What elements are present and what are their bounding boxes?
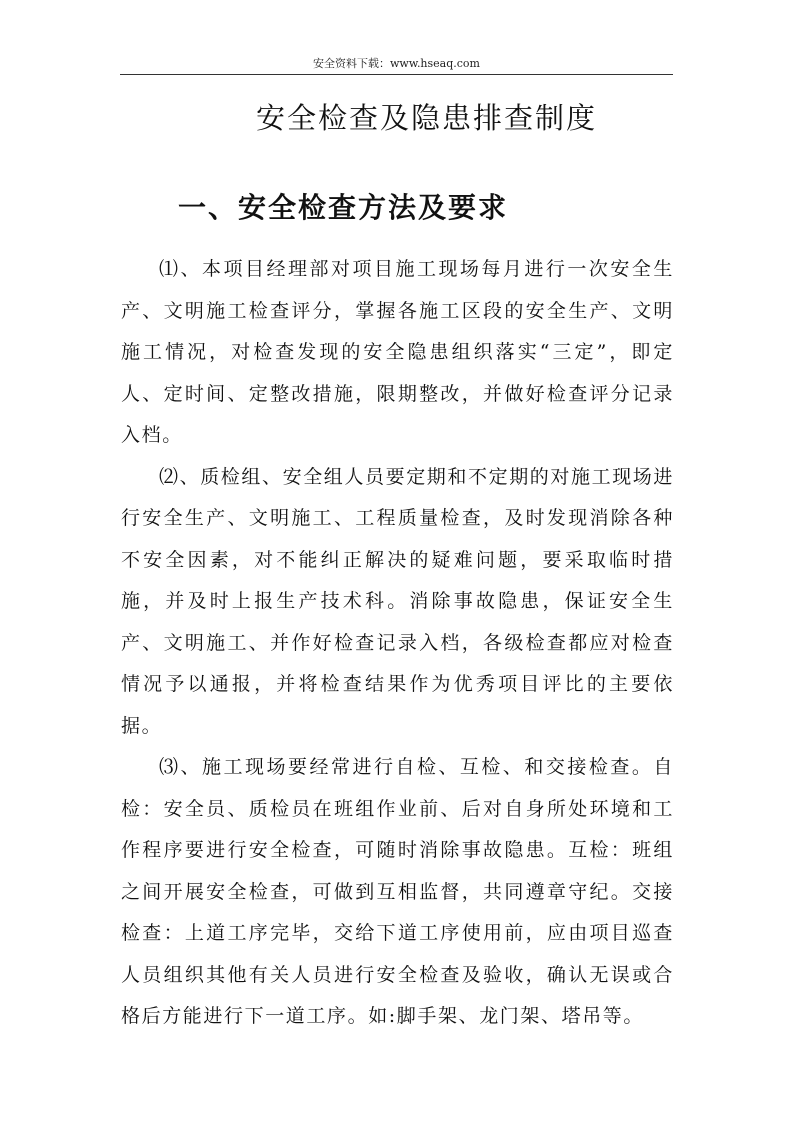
- paragraph-2: ⑵、质检组、安全组人员要定期和不定期的对施工现场进行安全生产、文明施工、工程质量检查，及时发现消除各种不安全因素，对不能纠正解决的疑难问题，要采取临时措施，并及时上报生产技术科。消除事故隐患，保证安全生产、文明施工、并作好检查记录入档，各级检查都应对检查情况予以通报，并将检查结果作为优秀项目评比的主要依据。: [121, 465, 675, 737]
- section-heading: 一、安全检查方法及要求: [178, 191, 509, 224]
- header-divider: [120, 74, 673, 75]
- page-header: 安全资料下载：www.hseaq.com: [313, 57, 480, 70]
- document-title: 安全检查及隐患排查制度: [255, 101, 597, 135]
- paragraph-3: ⑶、施工现场要经常进行自检、互检、和交接检查。自检：安全员、质检员在班组作业前、后对自身所处环境和工作程序要进行安全检查，可随时消除事故隐患。互检：班组之间开展安全检查，可做到互相监督，共同遵章守纪。交接检查：上道工序完毕，交给下道工序使用前，应由项目巡查人员组织其他有关人员进行安全检查及验收，确认无误或合格后方能进行下一道工序。如:脚手架、龙门架、塔吊等。: [121, 756, 674, 1027]
- paragraph-1: ⑴、本项目经理部对项目施工现场每月进行一次安全生产、文明施工检查评分，掌握各施工区段的安全生产、文明施工情况，对检查发现的安全隐患组织落实“三定”，即定人、定时间、定整改措施，限期整改，并做好检查评分记录入档。: [121, 258, 674, 446]
- document-body: [121, 249, 674, 1038]
